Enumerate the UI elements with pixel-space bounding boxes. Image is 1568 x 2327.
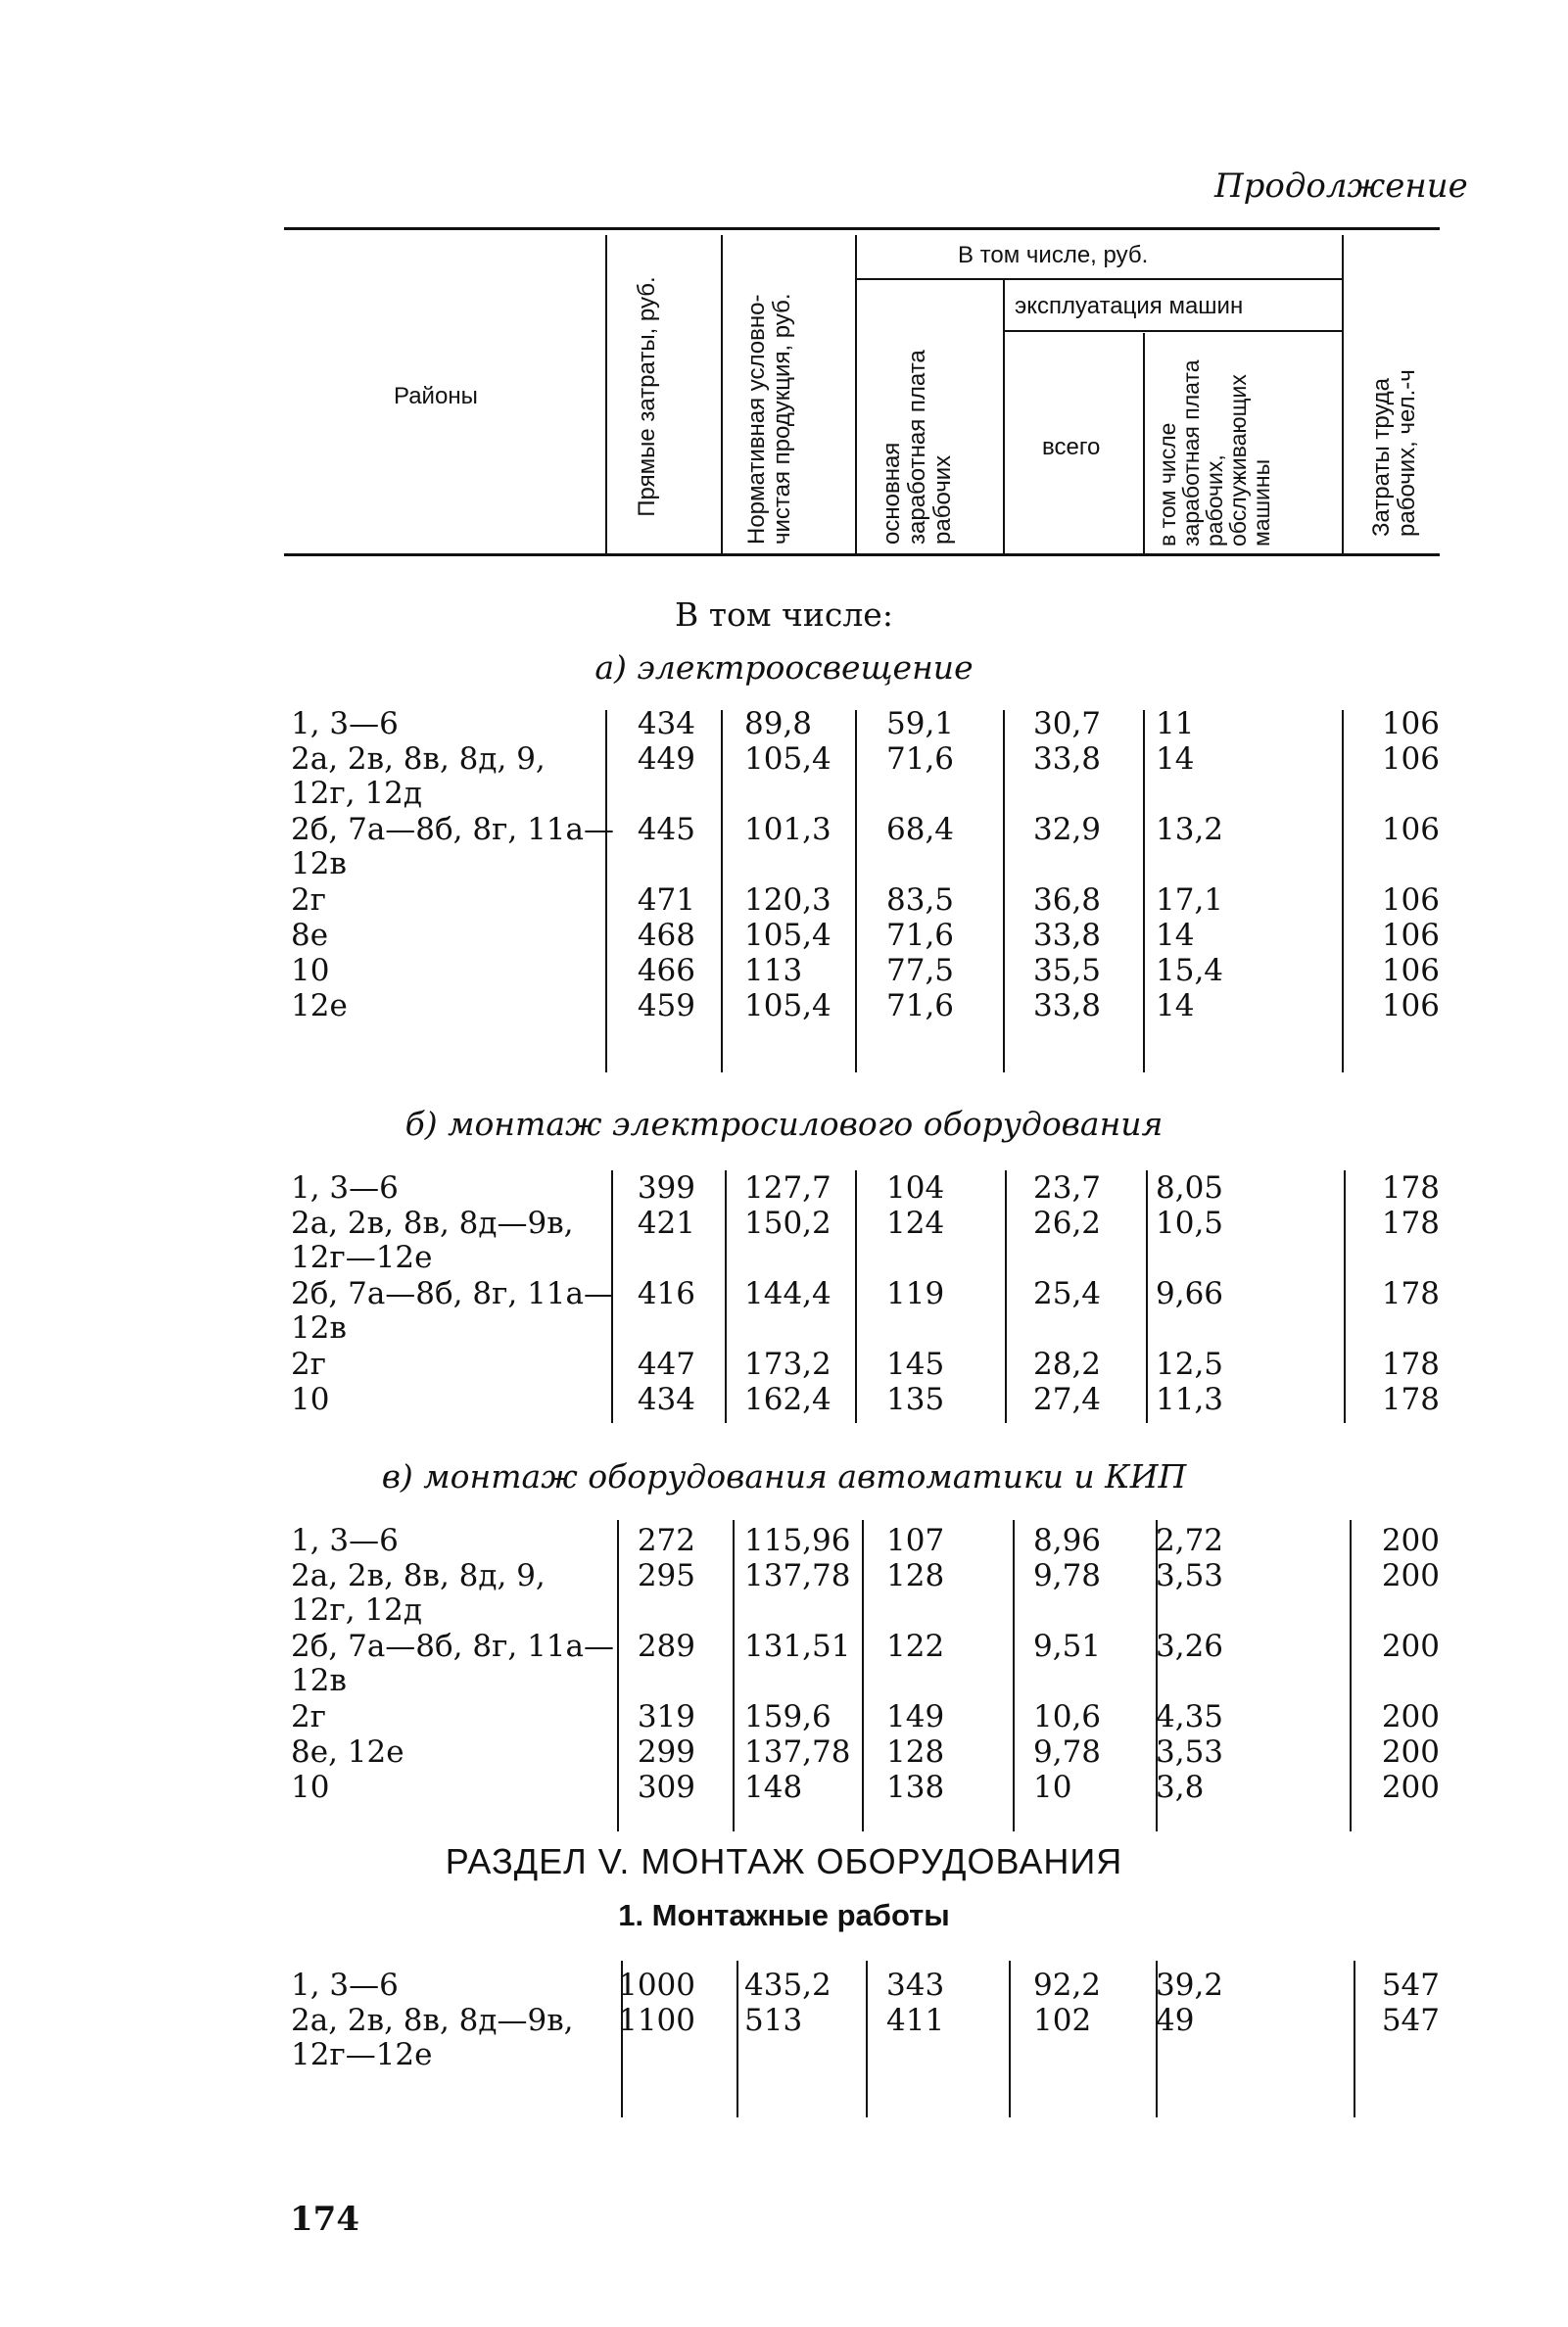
total-cell: 27,4 (1033, 1382, 1102, 1417)
mach-cell: 11,3 (1156, 1382, 1224, 1417)
column-rule (1342, 710, 1344, 1072)
column-rule (862, 1520, 864, 1831)
column-rule (1003, 710, 1005, 1072)
column-rule (1005, 1170, 1007, 1423)
mach-cell: 2,72 (1156, 1523, 1224, 1558)
column-rule (721, 710, 723, 1072)
norm-cell: 105,4 (744, 918, 832, 953)
total-cell: 10 (1033, 1770, 1072, 1805)
column-rule (1009, 1961, 1011, 2117)
base-cell: 145 (886, 1347, 945, 1382)
total-cell: 33,8 (1033, 988, 1102, 1023)
region-cell: 12е (291, 988, 348, 1023)
labor-cell: 106 (1381, 918, 1440, 953)
labor-cell: 106 (1381, 882, 1440, 918)
column-rule (736, 1961, 738, 2117)
direct-cell: 459 (637, 988, 695, 1023)
header-divider-2 (721, 235, 723, 553)
norm-cell: 137,78 (744, 1734, 851, 1770)
mach-cell: 14 (1156, 741, 1195, 777)
base-cell: 149 (886, 1699, 945, 1734)
region-cell: 1, 3—6 (291, 1170, 399, 1206)
norm-cell: 159,6 (744, 1699, 832, 1734)
direct-cell: 272 (637, 1523, 695, 1558)
base-cell: 124 (886, 1206, 945, 1241)
region-cell: 2а, 2в, 8в, 8д, 9, 12г, 12д (291, 1558, 546, 1628)
col-labor-header: Затраты труда рабочих, чел.-ч (1368, 369, 1420, 537)
norm-cell: 144,4 (744, 1276, 832, 1311)
total-cell: 35,5 (1033, 953, 1102, 988)
labor-cell: 200 (1381, 1523, 1440, 1558)
direct-cell: 416 (637, 1276, 695, 1311)
labor-cell: 200 (1381, 1558, 1440, 1593)
base-cell: 83,5 (886, 882, 955, 918)
region-cell: 2б, 7а—8б, 8г, 11а—12в (291, 812, 614, 881)
mach-cell: 4,35 (1156, 1699, 1224, 1734)
region-cell: 10 (291, 1382, 330, 1417)
mach-cell: 12,5 (1156, 1347, 1224, 1382)
norm-cell: 113 (744, 953, 803, 988)
total-cell: 30,7 (1033, 706, 1102, 741)
labor-cell: 106 (1381, 953, 1440, 988)
labor-cell: 178 (1381, 1347, 1440, 1382)
norm-cell: 150,2 (744, 1206, 832, 1241)
header-divider-5 (1143, 333, 1145, 553)
region-cell: 10 (291, 1770, 330, 1805)
base-cell: 104 (886, 1170, 945, 1206)
region-cell: 2а, 2в, 8в, 8д—9в, 12г—12е (291, 2003, 574, 2072)
base-cell: 119 (886, 1276, 945, 1311)
base-cell: 128 (886, 1734, 945, 1770)
labor-cell: 200 (1381, 1629, 1440, 1664)
col-base-wage-header: основная заработная плата рабочих (879, 350, 956, 545)
base-cell: 68,4 (886, 812, 955, 847)
norm-cell: 137,78 (744, 1558, 851, 1593)
region-cell: 2г (291, 882, 326, 918)
column-rule (866, 1961, 868, 2117)
base-cell: 135 (886, 1382, 945, 1417)
mach-cell: 8,05 (1156, 1170, 1224, 1206)
norm-cell: 173,2 (744, 1347, 832, 1382)
col-direct-header: Прямые затраты, руб. (634, 276, 660, 517)
continuation-label: Продолжение (1214, 166, 1468, 206)
total-cell: 33,8 (1033, 741, 1102, 777)
base-cell: 71,6 (886, 741, 955, 777)
region-cell: 2г (291, 1699, 326, 1734)
labor-cell: 547 (1381, 1968, 1440, 2003)
norm-cell: 127,7 (744, 1170, 832, 1206)
total-cell: 25,4 (1033, 1276, 1102, 1311)
direct-cell: 319 (637, 1699, 695, 1734)
direct-cell: 421 (637, 1206, 695, 1241)
total-cell: 28,2 (1033, 1347, 1102, 1382)
total-cell: 33,8 (1033, 918, 1102, 953)
norm-cell: 162,4 (744, 1382, 832, 1417)
norm-cell: 89,8 (744, 706, 813, 741)
base-cell: 71,6 (886, 918, 955, 953)
labor-cell: 178 (1381, 1206, 1440, 1241)
norm-cell: 120,3 (744, 882, 832, 918)
region-cell: 2б, 7а—8б, 8г, 11а—12в (291, 1276, 614, 1346)
labor-cell: 200 (1381, 1770, 1440, 1805)
column-rule (1143, 710, 1145, 1072)
base-cell: 59,1 (886, 706, 955, 741)
labor-cell: 178 (1381, 1170, 1440, 1206)
direct-cell: 299 (637, 1734, 695, 1770)
total-cell: 9,78 (1033, 1558, 1102, 1593)
column-rule (733, 1520, 735, 1831)
header-divider-1 (605, 235, 607, 553)
labor-cell: 200 (1381, 1699, 1440, 1734)
region-cell: 10 (291, 953, 330, 988)
total-cell: 23,7 (1033, 1170, 1102, 1206)
norm-cell: 148 (744, 1770, 803, 1805)
labor-cell: 178 (1381, 1276, 1440, 1311)
column-rule (855, 710, 857, 1072)
base-cell: 128 (886, 1558, 945, 1593)
mach-cell: 9,66 (1156, 1276, 1224, 1311)
norm-cell: 105,4 (744, 988, 832, 1023)
total-cell: 9,78 (1033, 1734, 1102, 1770)
header-divider-4 (1003, 280, 1005, 553)
region-cell: 2а, 2в, 8в, 8д, 9, 12г, 12д (291, 741, 546, 811)
mach-cell: 10,5 (1156, 1206, 1224, 1241)
mach-cell: 14 (1156, 988, 1195, 1023)
header-divider-6 (1342, 235, 1344, 553)
direct-cell: 449 (637, 741, 695, 777)
region-cell: 8е, 12е (291, 1734, 404, 1770)
region-cell: 2б, 7а—8б, 8г, 11а—12в (291, 1629, 614, 1698)
mach-cell: 3,53 (1156, 1558, 1224, 1593)
total-cell: 8,96 (1033, 1523, 1102, 1558)
base-cell: 122 (886, 1629, 945, 1664)
col-regions-header: Районы (394, 383, 478, 409)
mach-cell: 17,1 (1156, 882, 1224, 918)
base-cell: 77,5 (886, 953, 955, 988)
direct-cell: 295 (637, 1558, 695, 1593)
section-title-c: в) монтаж оборудования автоматики и КИП (381, 1457, 1187, 1496)
mach-cell: 13,2 (1156, 812, 1224, 847)
labor-cell: 106 (1381, 741, 1440, 777)
direct-cell: 468 (637, 918, 695, 953)
direct-cell: 445 (637, 812, 695, 847)
direct-cell: 309 (637, 1770, 695, 1805)
norm-cell: 115,96 (744, 1523, 851, 1558)
region-cell: 2г (291, 1347, 326, 1382)
total-cell: 92,2 (1033, 1968, 1102, 2003)
mach-cell: 14 (1156, 918, 1195, 953)
base-cell: 411 (886, 2003, 945, 2038)
intro-label: В том числе: (675, 595, 893, 634)
page-number: 174 (290, 2200, 359, 2239)
section-v-heading: РАЗДЕЛ V. МОНТАЖ ОБОРУДОВАНИЯ (445, 1841, 1123, 1881)
direct-cell: 434 (637, 706, 695, 741)
base-cell: 107 (886, 1523, 945, 1558)
norm-cell: 105,4 (744, 741, 832, 777)
col-including-header: В том числе, руб. (958, 242, 1149, 268)
total-cell: 102 (1033, 2003, 1092, 2038)
col-machine-wage-header: в том числе заработная плата рабочих, обслуживающих машины (1155, 359, 1274, 546)
column-rule (1013, 1520, 1015, 1831)
direct-cell: 434 (637, 1382, 695, 1417)
labor-cell: 106 (1381, 812, 1440, 847)
labor-cell: 106 (1381, 988, 1440, 1023)
base-cell: 343 (886, 1968, 945, 2003)
mach-cell: 3,53 (1156, 1734, 1224, 1770)
header-divider-3 (855, 235, 857, 553)
header-top-rule (284, 227, 1440, 230)
total-cell: 9,51 (1033, 1629, 1102, 1664)
column-rule (1344, 1170, 1346, 1423)
header-including-rule (855, 278, 1342, 280)
region-cell: 1, 3—6 (291, 706, 399, 741)
direct-cell: 466 (637, 953, 695, 988)
total-cell: 10,6 (1033, 1699, 1102, 1734)
section-v-subheading: 1. Монтажные работы (618, 1898, 950, 1932)
region-cell: 1, 3—6 (291, 1968, 399, 2003)
column-rule (1146, 1170, 1148, 1423)
base-cell: 138 (886, 1770, 945, 1805)
region-cell: 2а, 2в, 8в, 8д—9в, 12г—12е (291, 1206, 574, 1275)
direct-cell: 447 (637, 1347, 695, 1382)
col-machine-ops-header: эксплуатация машин (1015, 293, 1244, 319)
mach-cell: 39,2 (1156, 1968, 1224, 2003)
direct-cell: 1000 (618, 1968, 695, 2003)
header-bottom-rule (284, 553, 1440, 556)
header-machine-rule (1003, 330, 1342, 332)
norm-cell: 435,2 (744, 1968, 832, 2003)
labor-cell: 106 (1381, 706, 1440, 741)
labor-cell: 178 (1381, 1382, 1440, 1417)
total-cell: 26,2 (1033, 1206, 1102, 1241)
direct-cell: 289 (637, 1629, 695, 1664)
norm-cell: 101,3 (744, 812, 832, 847)
total-cell: 32,9 (1033, 812, 1102, 847)
labor-cell: 547 (1381, 2003, 1440, 2038)
total-cell: 36,8 (1033, 882, 1102, 918)
base-cell: 71,6 (886, 988, 955, 1023)
col-normative-header: Нормативная условно-чистая продукция, руб. (743, 293, 795, 545)
col-total-header: всего (1042, 434, 1101, 460)
norm-cell: 513 (744, 2003, 803, 2038)
section-title-a: а) электроосвещение (594, 648, 974, 687)
mach-cell: 3,26 (1156, 1629, 1224, 1664)
mach-cell: 3,8 (1156, 1770, 1205, 1805)
region-cell: 1, 3—6 (291, 1523, 399, 1558)
mach-cell: 11 (1156, 706, 1195, 741)
region-cell: 8е (291, 918, 329, 953)
direct-cell: 1100 (618, 2003, 695, 2038)
norm-cell: 131,51 (744, 1629, 851, 1664)
direct-cell: 399 (637, 1170, 695, 1206)
direct-cell: 471 (637, 882, 695, 918)
mach-cell: 49 (1156, 2003, 1195, 2038)
labor-cell: 200 (1381, 1734, 1440, 1770)
section-title-b: б) монтаж электросилового оборудования (404, 1105, 1164, 1143)
mach-cell: 15,4 (1156, 953, 1224, 988)
column-rule (725, 1170, 727, 1423)
column-rule (855, 1170, 857, 1423)
